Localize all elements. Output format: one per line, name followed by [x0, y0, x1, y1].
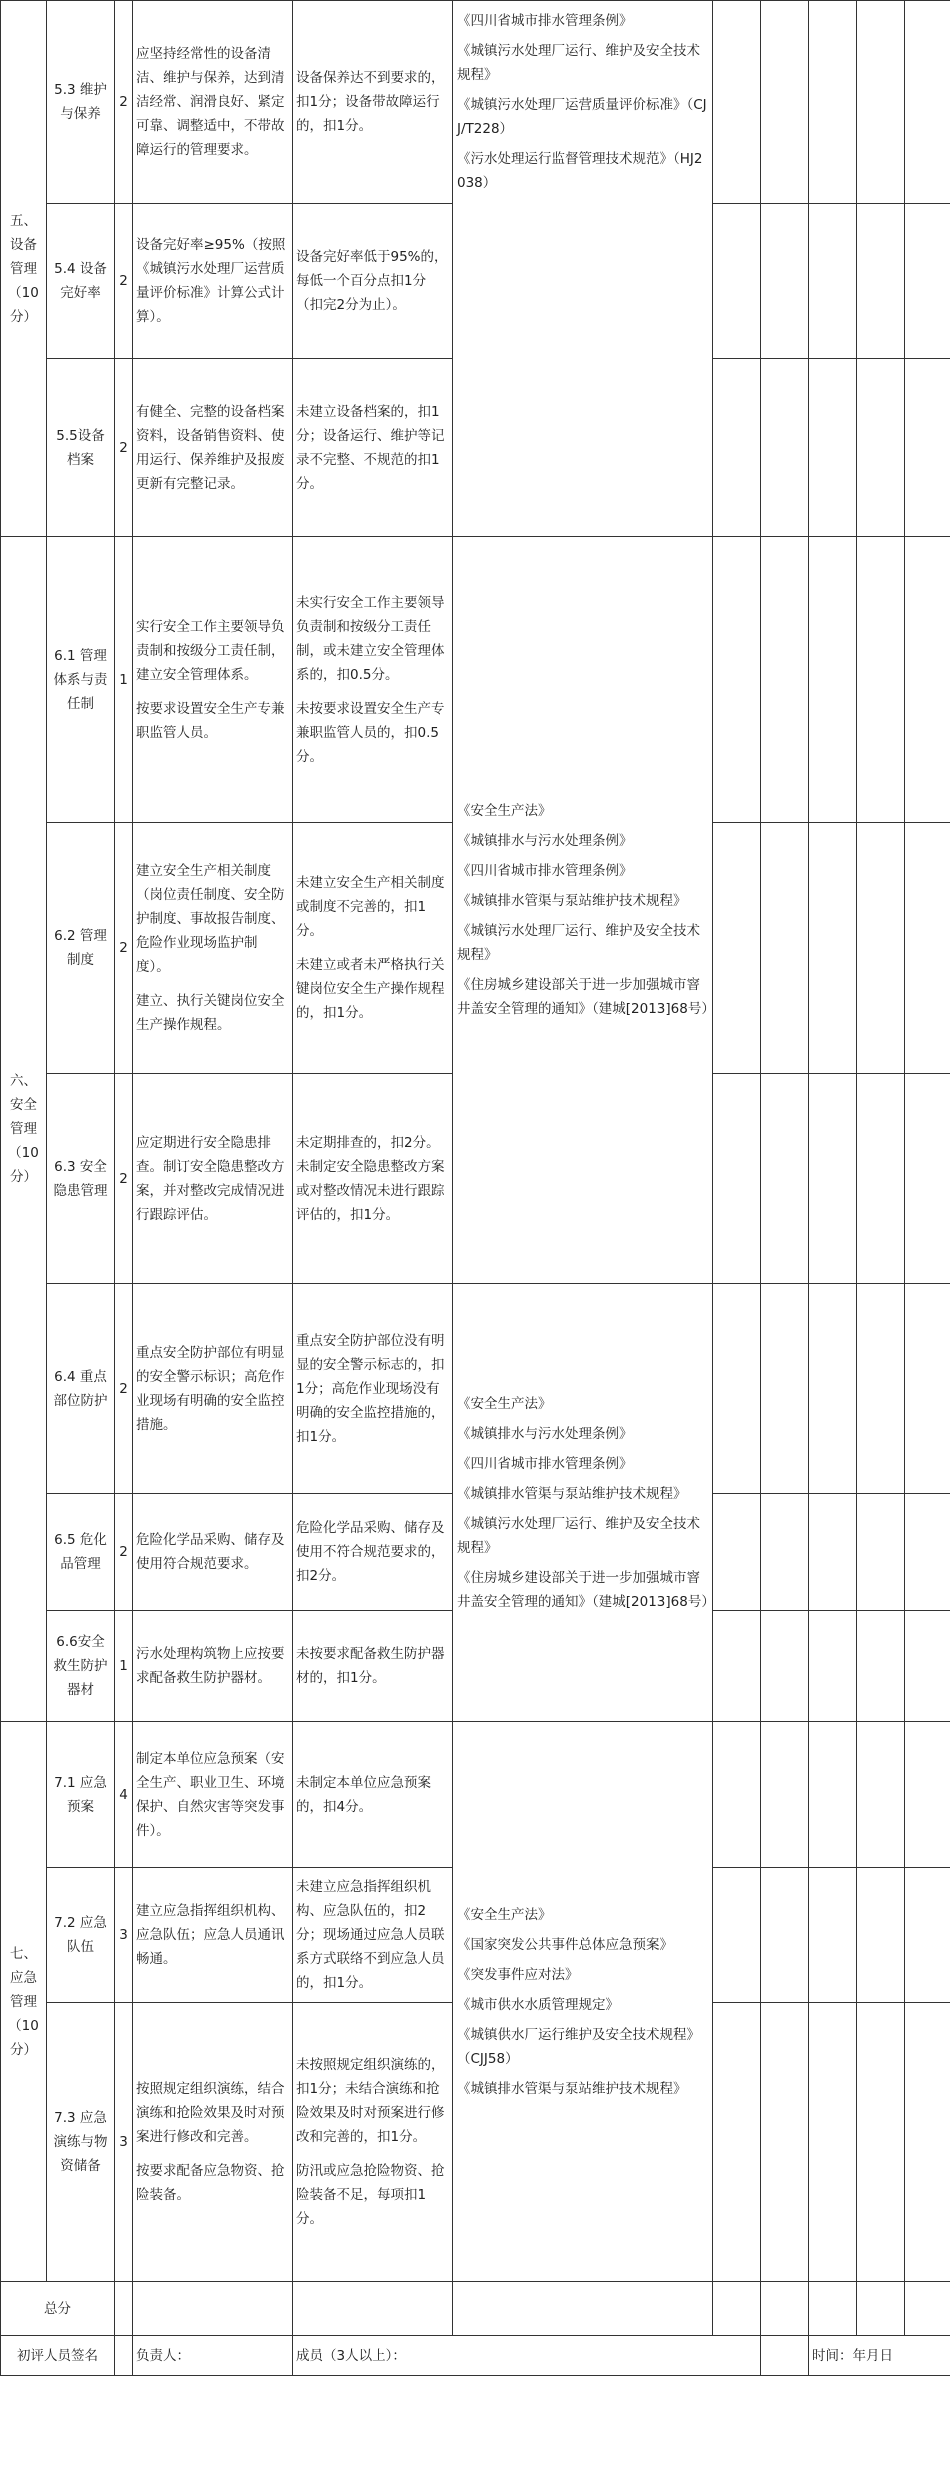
item-standard: 建立应急指挥组织机构、应急队伍；应急人员通讯畅通。 [133, 1868, 293, 2003]
empty-cell [761, 537, 809, 823]
empty-cell [809, 359, 857, 537]
item-standard: 重点安全防护部位有明显的安全警示标识；高危作业现场有明确的安全监控措施。 [133, 1284, 293, 1494]
empty-cell [761, 823, 809, 1074]
section-title-seven: 七、应急管理（10分） [1, 1722, 47, 2282]
empty-cell [713, 1074, 761, 1284]
empty-cell [115, 2282, 133, 2336]
section-title-six: 六、安全管理（10分） [1, 537, 47, 1722]
reference-item: 《城镇排水管渠与泵站维护技术规程》 [457, 893, 687, 909]
members-field: 成员（3人以上）： [293, 2336, 761, 2376]
empty-cell [713, 1722, 761, 1868]
empty-cell [857, 2282, 905, 2336]
empty-cell [761, 2003, 809, 2282]
item-rule: 危险化学品采购、储存及使用不符合规范要求的，扣2分。 [293, 1494, 453, 1611]
empty-cell [905, 1722, 950, 1868]
item-label: 6.5 危化品管理 [47, 1494, 115, 1611]
item-rule: 设备保养达不到要求的，扣1分；设备带故障运行的，扣1分。 [293, 1, 453, 204]
rule-line: 未建立安全生产相关制度或制度不完善的，扣1分。 [296, 875, 445, 939]
item-label: 7.1 应急预案 [47, 1722, 115, 1868]
reference-item: 《城镇排水与污水处理条例》 [457, 1425, 633, 1442]
empty-cell [809, 2003, 857, 2282]
item-standard [133, 823, 293, 1074]
item-rule [293, 2003, 453, 2282]
item-score: 3 [115, 1868, 133, 2003]
reference-item: 《国家突发公共事件总体应急预案》 [457, 1936, 673, 1953]
empty-cell [857, 1611, 905, 1722]
empty-cell [713, 2003, 761, 2282]
empty-cell [857, 1, 905, 204]
reference-item: 《污水处理运行监督管理技术规范》（HJ2038） [457, 151, 703, 191]
rule-line: 未制定安全隐患整改方案或对整改情况未进行跟踪评估的，扣1分。 [296, 1158, 445, 1223]
item-label: 6.3 安全隐患管理 [47, 1074, 115, 1284]
empty-cell [809, 1284, 857, 1494]
item-score: 3 [115, 2003, 133, 2282]
empty-cell [713, 1284, 761, 1494]
item-score: 2 [115, 204, 133, 359]
item-standard: 有健全、完整的设备档案资料，设备销售资料、使用运行、保养维护及报废更新有完整记录。 [133, 359, 293, 537]
empty-cell [453, 2282, 713, 2336]
empty-cell [713, 1868, 761, 2003]
reference-list [453, 537, 713, 1284]
empty-cell [905, 359, 950, 537]
table-row [1, 1722, 950, 1868]
item-rule: 未按要求配备救生防护器材的，扣1分。 [293, 1611, 453, 1722]
empty-cell [713, 1494, 761, 1611]
empty-cell [761, 1868, 809, 2003]
reference-item: 《城镇供水厂运行维护及安全技术规程》（CJJ58） [457, 2026, 700, 2067]
item-standard: 制定本单位应急预案（安全生产、职业卫生、环境保护、自然灾害等突发事件）。 [133, 1722, 293, 1868]
standard-line: 实行安全工作主要领导负责制和按级分工责任制，建立安全管理体系。 [136, 618, 285, 683]
empty-cell [905, 1611, 950, 1722]
reference-item: 《住房城乡建设部关于进一步加强城市窨井盖安全管理的通知》（建城[2013]68号） [457, 977, 715, 1017]
rule-line: 未按要求设置安全生产专兼职监管人员的，扣0.5分。 [296, 700, 445, 765]
reference-item: 《城镇污水处理厂运行、维护及安全技术规程》 [457, 1515, 700, 1556]
empty-cell [761, 1284, 809, 1494]
empty-cell [905, 2003, 950, 2282]
item-score: 1 [115, 537, 133, 823]
item-rule [293, 823, 453, 1074]
empty-cell [857, 359, 905, 537]
empty-cell [905, 1868, 950, 2003]
standard-line: 建立安全生产相关制度（岗位责任制度、安全防护制度、事故报告制度、危险作业现场监护制度）。 [136, 863, 285, 975]
item-label: 6.4 重点部位防护 [47, 1284, 115, 1494]
item-score: 2 [115, 1, 133, 204]
reference-item: 《四川省城市排水管理条例》 [457, 13, 633, 29]
reference-item: 《城镇排水管渠与泵站维护技术规程》 [457, 2080, 687, 2097]
empty-cell [133, 2282, 293, 2336]
leader-field: 负责人： [133, 2336, 293, 2376]
empty-cell [905, 537, 950, 823]
item-score: 2 [115, 1074, 133, 1284]
reference-item: 《城镇污水处理厂运营质量评价标准》（CJJ/T228） [457, 97, 707, 137]
total-label: 总分 [1, 2282, 115, 2336]
empty-cell [713, 1611, 761, 1722]
rule-line: 未按照规定组织演练的，扣1分；未结合演练和抢险效果及时对预案进行修改和完善的，扣1分。 [296, 2057, 445, 2145]
item-score: 2 [115, 1284, 133, 1494]
empty-cell [761, 2336, 809, 2376]
empty-cell [857, 204, 905, 359]
item-score: 1 [115, 1611, 133, 1722]
item-rule [293, 1074, 453, 1284]
reference-item: 《城市供水水质管理规定》 [457, 1996, 619, 2013]
empty-cell [713, 359, 761, 537]
reference-item: 《城镇污水处理厂运行、维护及安全技术规程》 [457, 43, 700, 83]
empty-cell [857, 1284, 905, 1494]
empty-cell [713, 823, 761, 1074]
item-standard: 危险化学品采购、储存及使用符合规范要求。 [133, 1494, 293, 1611]
date-field: 时间：年月日 [809, 2336, 950, 2376]
reference-item: 《四川省城市排水管理条例》 [457, 863, 633, 879]
empty-cell [713, 204, 761, 359]
item-standard: 设备完好率≥95%（按照《城镇污水处理厂运营质量评价标准》计算公式计算）。 [133, 204, 293, 359]
signature-row [1, 2336, 950, 2376]
empty-cell [905, 1074, 950, 1284]
standard-line: 按要求设置安全生产专兼职监管人员。 [136, 700, 285, 741]
item-score: 4 [115, 1722, 133, 1868]
empty-cell [809, 1, 857, 204]
empty-cell [809, 1074, 857, 1284]
empty-cell [809, 2282, 857, 2336]
item-standard: 应定期进行安全隐患排查。制订安全隐患整改方案，并对整改完成情况进行跟踪评估。 [133, 1074, 293, 1284]
item-score: 2 [115, 359, 133, 537]
standard-line: 建立、执行关键岗位安全生产操作规程。 [136, 993, 285, 1033]
reference-list [453, 1284, 713, 1722]
empty-cell [713, 537, 761, 823]
reference-item: 《城镇排水管渠与泵站维护技术规程》 [457, 1485, 687, 1502]
empty-cell [857, 537, 905, 823]
reference-list [453, 1722, 713, 2282]
empty-cell [905, 204, 950, 359]
empty-cell [761, 1722, 809, 1868]
standard-line: 按照规定组织演练，结合演练和抢险效果及时对预案进行修改和完善。 [136, 2081, 285, 2145]
empty-cell [857, 823, 905, 1074]
item-label: 7.3 应急演练与物资储备 [47, 2003, 115, 2282]
item-standard [133, 2003, 293, 2282]
signer-label: 初评人员签名 [1, 2336, 115, 2376]
item-rule: 重点安全防护部位没有明显的安全警示标志的，扣1分；高危作业现场没有明确的安全监控措施的，扣1分。 [293, 1284, 453, 1494]
empty-cell [905, 1, 950, 204]
empty-cell [809, 204, 857, 359]
item-rule: 未建立应急指挥组织机构、应急队伍的，扣2分；现场通过应急人员联系方式联络不到应急人员的，扣1分。 [293, 1868, 453, 2003]
empty-cell [761, 1611, 809, 1722]
item-standard: 污水处理构筑物上应按要求配备救生防护器材。 [133, 1611, 293, 1722]
item-label: 5.4 设备完好率 [47, 204, 115, 359]
item-standard: 应坚持经常性的设备清洁、维护与保养，达到清洁经常、润滑良好、紧定可靠、调整适中，不带故障运行的管理要求。 [133, 1, 293, 204]
empty-cell [809, 1868, 857, 2003]
table-row [1, 1284, 950, 1494]
item-rule: 设备完好率低于95%的，每低一个百分点扣1分（扣完2分为止）。 [293, 204, 453, 359]
empty-cell [857, 1868, 905, 2003]
rule-line: 防汛或应急抢险物资、抢险装备不足，每项扣1分。 [296, 2163, 445, 2227]
empty-cell [761, 2282, 809, 2336]
empty-cell [809, 823, 857, 1074]
reference-item: 《住房城乡建设部关于进一步加强城市窨井盖安全管理的通知》（建城[2013]68号） [457, 1569, 715, 1610]
empty-cell [809, 1494, 857, 1611]
empty-cell [713, 2282, 761, 2336]
item-label: 6.1 管理体系与责任制 [47, 537, 115, 823]
section-title-five: 五、设备管理（10分） [1, 1, 47, 537]
empty-cell [761, 1, 809, 204]
empty-cell [857, 2003, 905, 2282]
empty-cell [905, 1494, 950, 1611]
empty-cell [761, 359, 809, 537]
reference-item: 《安全生产法》 [457, 803, 552, 819]
empty-cell [857, 1722, 905, 1868]
reference-item: 《城镇排水与污水处理条例》 [457, 833, 633, 849]
empty-cell [761, 204, 809, 359]
empty-cell [809, 537, 857, 823]
empty-cell [809, 1611, 857, 1722]
table-row [1, 1, 950, 204]
item-rule: 未制定本单位应急预案的，扣4分。 [293, 1722, 453, 1868]
empty-cell [761, 1494, 809, 1611]
standard-line: 按要求配备应急物资、抢险装备。 [136, 2163, 285, 2203]
total-row [1, 2282, 950, 2336]
rule-line: 未定期排查的，扣2分。 [296, 1134, 440, 1151]
empty-cell [857, 1494, 905, 1611]
empty-cell [809, 1722, 857, 1868]
item-standard [133, 537, 293, 823]
item-label: 7.2 应急队伍 [47, 1868, 115, 2003]
empty-cell [115, 2336, 133, 2376]
empty-cell [293, 2282, 453, 2336]
empty-cell [713, 1, 761, 204]
item-label: 5.3 维护与保养 [47, 1, 115, 204]
rule-line: 未实行安全工作主要领导负责制和按级分工责任制，或未建立安全管理体系的，扣0.5分。 [296, 594, 445, 683]
reference-item: 《突发事件应对法》 [457, 1966, 579, 1983]
item-label: 5.5设备档案 [47, 359, 115, 537]
table-row [1, 537, 950, 823]
item-rule: 未建立设备档案的，扣1分；设备运行、维护等记录不完整、不规范的扣1分。 [293, 359, 453, 537]
item-rule [293, 537, 453, 823]
empty-cell [905, 823, 950, 1074]
item-label: 6.2 管理制度 [47, 823, 115, 1074]
reference-list [453, 1, 713, 537]
reference-item: 《城镇污水处理厂运行、维护及安全技术规程》 [457, 923, 700, 963]
item-score: 2 [115, 823, 133, 1074]
reference-item: 《安全生产法》 [457, 1906, 552, 1923]
rule-line: 未建立或者未严格执行关键岗位安全生产操作规程的，扣1分。 [296, 957, 445, 1021]
item-score: 2 [115, 1494, 133, 1611]
reference-item: 《四川省城市排水管理条例》 [457, 1455, 633, 1472]
empty-cell [905, 1284, 950, 1494]
empty-cell [761, 1074, 809, 1284]
reference-item: 《安全生产法》 [457, 1395, 552, 1412]
empty-cell [905, 2282, 950, 2336]
empty-cell [857, 1074, 905, 1284]
item-label: 6.6安全救生防护器材 [47, 1611, 115, 1722]
